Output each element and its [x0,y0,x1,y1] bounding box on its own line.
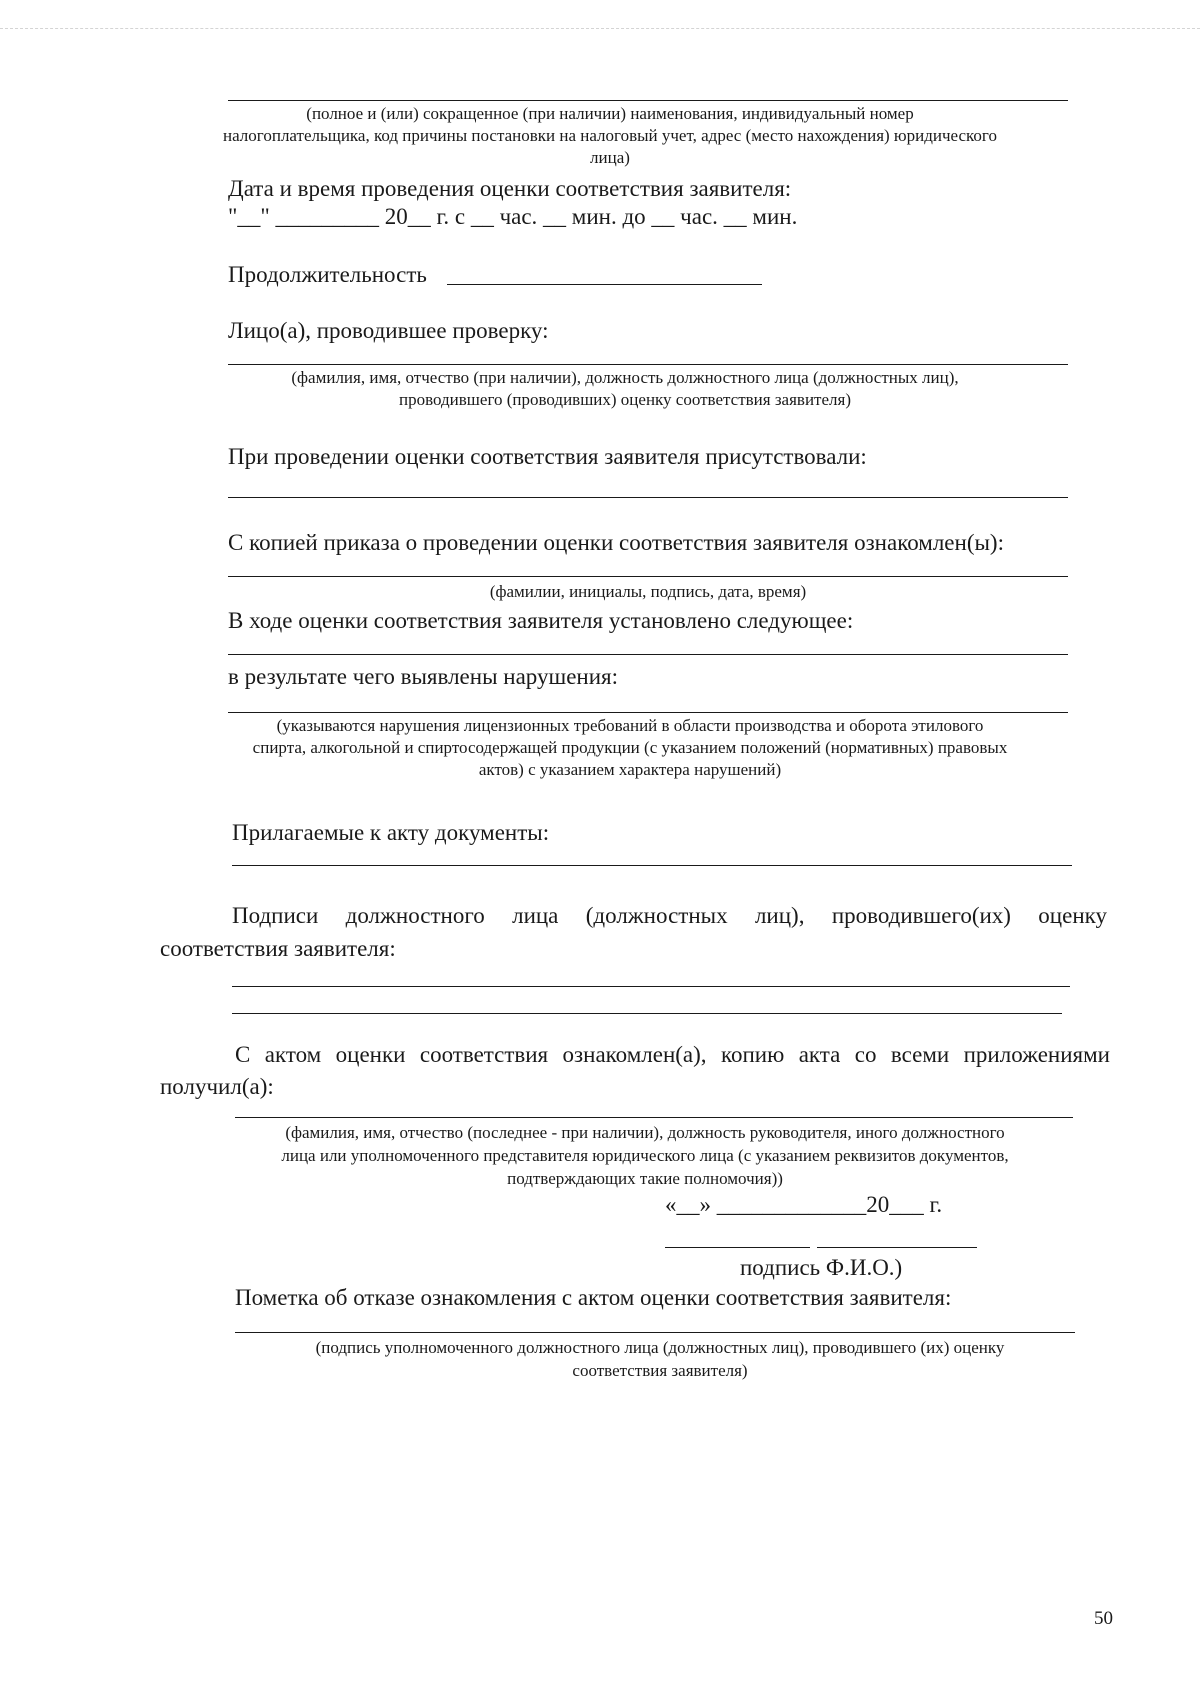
signature-line-1 [232,986,1070,987]
inspector-line [228,364,1068,365]
duration-line [447,284,762,285]
acquainted-sign-caption: подпись Ф.И.О.) [740,1255,903,1280]
violations-line [228,712,1068,713]
inspector-label: Лицо(а), проводившее проверку: [228,318,549,343]
refusal-caption-line-2: соответствия заявителя) [572,1361,748,1380]
inspector-caption-line-2: проводившего (проводивших) оценку соответствия заявителя) [399,390,851,409]
violations-caption-line-3: актов) с указанием характера нарушений) [478,760,782,779]
acquainted-caption-line-1: (фамилия, имя, отчество (последнее - при наличии), должность руководителя, иного должностного [285,1123,1005,1142]
page-number: 50 [1094,1608,1113,1629]
org-caption-line-1: (полное и (или) сокращенное (при наличии) наименования, индивидуальный номер [306,104,914,123]
acquainted-date-template: «__» _____________20___ г. [665,1192,943,1217]
acquainted-label-line-2: получил(а): [160,1074,274,1099]
order-copy-caption: (фамилии, инициалы, подпись, дата, время) [489,582,807,601]
datetime-fill-template: "__" _________ 20__ г. с __ час. __ мин. до __ час. __ мин. [228,204,798,229]
violations-caption-line-2: спирта, алкогольной и спиртосодержащей продукции (с указанием положений (нормативных) правовых [252,738,1008,757]
acquainted-sign-line-1 [665,1247,810,1248]
signature-line-2 [232,1013,1062,1014]
acquainted-caption-line-3: подтверждающих такие полномочия)) [507,1169,783,1188]
acquainted-caption-line-2: лица или уполномоченного представителя юридического лица (с указанием реквизитов документов, [281,1146,1009,1165]
attached-label: Прилагаемые к акту документы: [232,820,550,845]
violations-label: в результате чего выявлены нарушения: [228,664,618,689]
datetime-label: Дата и время проведения оценки соответствия заявителя: [228,176,792,201]
refusal-line [235,1332,1075,1333]
signatures-label-line-1: Подписи должностного лица (должностных лиц), проводившего(их) оценку [232,903,1107,928]
present-label: При проведении оценки соответствия заявителя присутствовали: [228,444,867,469]
refusal-label: Пометка об отказе ознакомления с актом оценки соответствия заявителя: [235,1285,952,1310]
violations-caption-line-1: (указываются нарушения лицензионных требований в области производства и оборота этилового [276,716,984,735]
inspector-caption-line-1: (фамилия, имя, отчество (при наличии), должность должностного лица (должностных лиц), [291,368,959,387]
order-copy-line [228,576,1068,577]
scan-edge-artifact [0,28,1200,29]
signatures-label-line-2: соответствия заявителя: [160,936,396,961]
duration-label: Продолжительность [228,262,427,287]
attached-line [232,865,1072,866]
established-label: В ходе оценки соответствия заявителя установлено следующее: [228,608,854,633]
org-caption-line-2: налогоплательщика, код причины постановки на налоговый учет, адрес (место нахождения) юридического [223,126,997,145]
order-copy-label: С копией приказа о проведении оценки соответствия заявителя ознакомлен(ы): [228,530,1004,555]
acquainted-label-line-1: С актом оценки соответствия ознакомлен(а), копию акта со всеми приложениями [235,1042,1110,1067]
acquainted-sign-line-2 [817,1247,977,1248]
established-line [228,654,1068,655]
refusal-caption-line-1: (подпись уполномоченного должностного лица (должностных лиц), проводившего (их) оценку [315,1338,1005,1357]
org-name-line [228,100,1068,101]
acquainted-line [235,1117,1073,1118]
present-line [228,497,1068,498]
org-caption-line-3: лица) [590,148,630,167]
